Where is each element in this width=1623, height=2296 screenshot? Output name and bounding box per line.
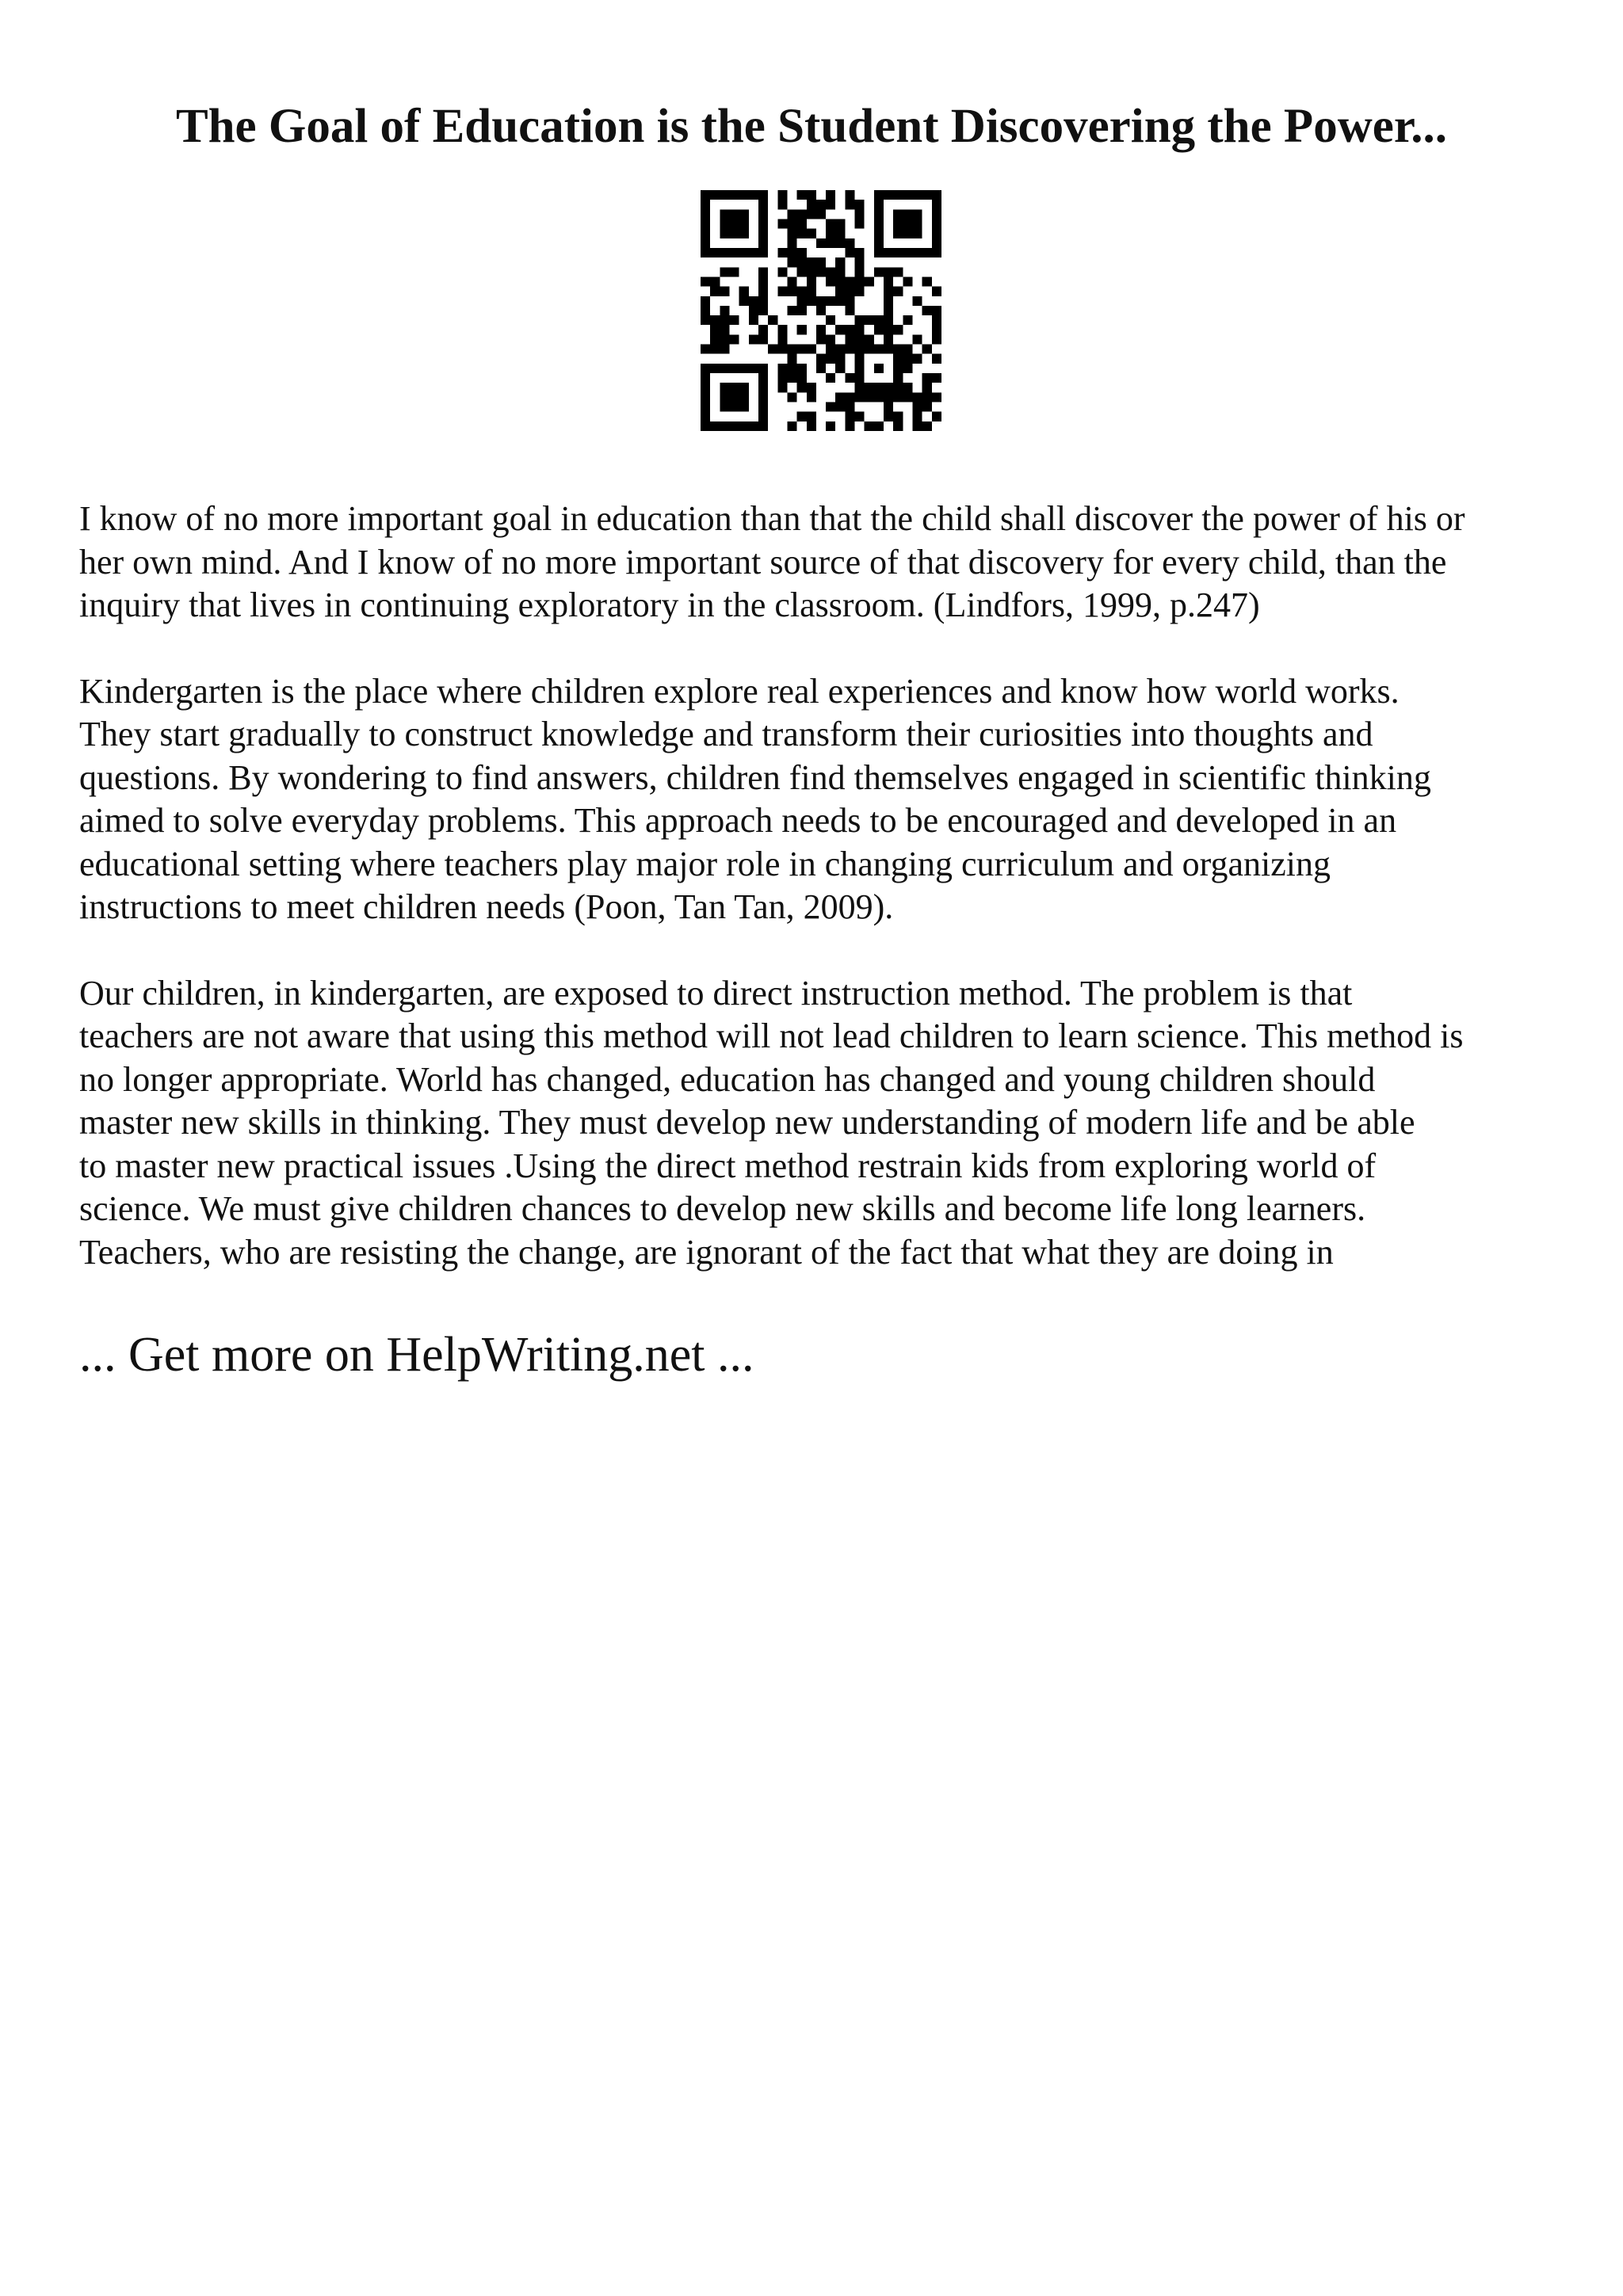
paragraph-line: I know of no more important goal in education than that the child shall discover the power of his or bbox=[79, 499, 1465, 538]
paragraph-line: inquiry that lives in continuing exploratory in the classroom. (Lindfors, 1999, p.247) bbox=[79, 585, 1260, 624]
paragraph-line: science. We must give children chances to develop new skills and become life long learners. bbox=[79, 1189, 1366, 1228]
paragraph-line: no longer appropriate. World has changed, education has changed and young children should bbox=[79, 1059, 1376, 1099]
paragraph-line: questions. By wondering to find answers, children find themselves engaged in scientific thinking bbox=[79, 757, 1431, 797]
paragraph-line: educational setting where teachers play major role in changing curriculum and organizing bbox=[79, 844, 1331, 883]
paragraph-3 bbox=[79, 972, 1561, 1275]
paragraph-line: Kindergarten is the place where children explore real experiences and know how world works. bbox=[79, 671, 1400, 711]
paragraph-2 bbox=[79, 670, 1561, 929]
paragraph-line: her own mind. And I know of no more important source of that discovery for every child, than the bbox=[79, 542, 1447, 582]
document-body bbox=[79, 498, 1561, 1317]
get-more-link[interactable]: ... Get more on HelpWriting.net ... bbox=[79, 1328, 754, 1382]
paragraph-line: Our children, in kindergarten, are exposed to direct instruction method. The problem is that bbox=[79, 973, 1353, 1013]
paragraph-line: master new skills in thinking. They must develop new understanding of modern life and be able bbox=[79, 1103, 1415, 1142]
paragraph-line: instructions to meet children needs (Poon, Tan Tan, 2009). bbox=[79, 887, 894, 926]
paragraph-line: to master new practical issues .Using the direct method restrain kids from exploring world of bbox=[79, 1146, 1377, 1185]
document-title: The Goal of Education is the Student Discovering the Power... bbox=[175, 100, 1448, 153]
paragraph-line: Teachers, who are resisting the change, are ignorant of the fact that what they are doing in bbox=[79, 1232, 1334, 1272]
paragraph-line: teachers are not aware that using this method will not lead children to learn science. This method is bbox=[79, 1016, 1464, 1055]
paragraph-line: They start gradually to construct knowledge and transform their curiosities into thoughts and bbox=[79, 715, 1373, 753]
qr-code-icon bbox=[701, 190, 941, 431]
paragraph-1 bbox=[79, 498, 1561, 627]
paragraph-line: aimed to solve everyday problems. This approach needs to be encouraged and developed in an bbox=[79, 801, 1397, 840]
qr-code-graphic bbox=[701, 190, 941, 431]
